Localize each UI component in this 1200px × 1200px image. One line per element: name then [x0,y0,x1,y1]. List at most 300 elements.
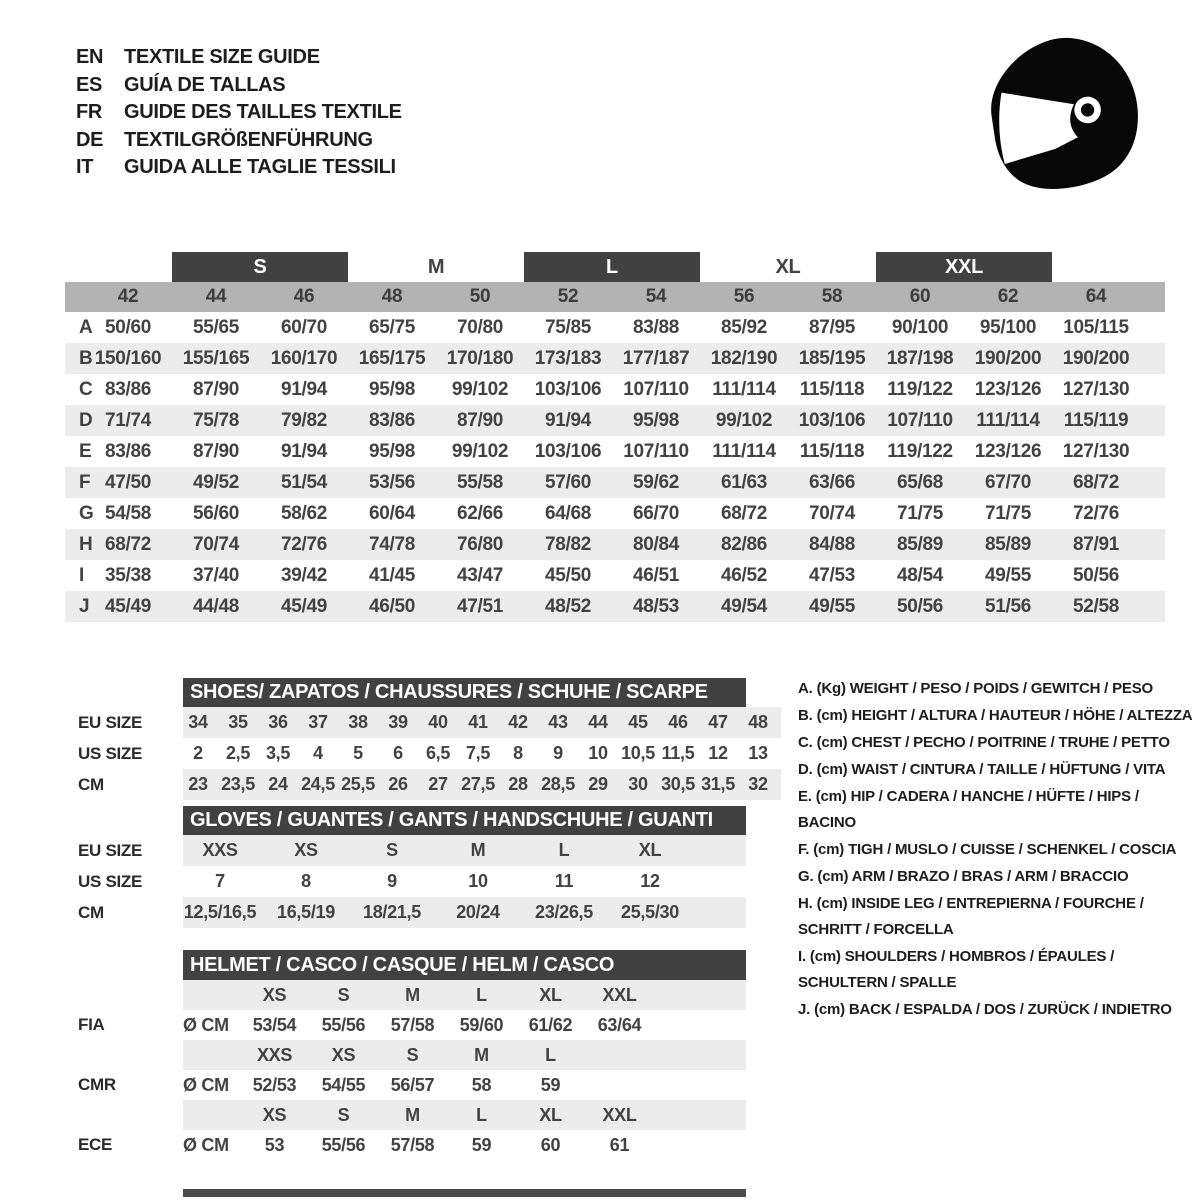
measurement-cell: 47/51 [456,595,504,617]
size-column-header: 60 [909,286,931,307]
language-title: TEXTILGRÖßENFÜHRUNG [124,128,373,151]
helmet-size-row [65,1100,1165,1130]
helmet-section-title: HELMET / CASCO / CASQUE / HELM / CASCO [190,953,615,976]
values-row [177,835,693,866]
helmet-size-value: 55/56 [321,1014,366,1035]
measurement-cell: 85/92 [720,316,768,338]
size-group-XXL: XXL [876,252,1052,282]
legend-item: F. (cm) TIGH / MUSLO / CUISSE / SCHENKEL / COSCIA [798,841,1177,858]
size-value: 20/24 [456,902,500,922]
measurement-cell: 91/94 [280,378,328,400]
helmet-size-label: XXL [602,984,637,1005]
size-value: 7,5 [465,743,491,763]
size-column-header: 64 [1085,286,1107,307]
measurement-cell: 65/75 [368,316,416,338]
size-value: 9 [553,743,563,763]
size-column-header: 50 [469,286,491,307]
row-label: EU SIZE [78,840,143,860]
legend-item: J. (cm) BACK / ESPALDA / DOS / ZURÜCK / INDIETRO [798,1001,1172,1018]
size-value: 2,5 [225,743,251,763]
measurement-cell: 71/74 [104,409,152,431]
measurement-cell: 45/49 [104,595,152,617]
helmet-size-label: M [474,1044,489,1065]
measurement-cell: 49/55 [808,595,856,617]
size-value: 43 [548,712,568,732]
measurement-row-label: E [79,440,92,462]
size-value: S [386,840,398,860]
row-label: CM [78,902,104,922]
measurement-cell: 47/50 [104,471,152,493]
measurement-cell: 111/114 [712,378,776,400]
size-value: 48 [748,712,768,732]
helmet-size-label: XS [262,1104,287,1125]
size-value: 12 [708,743,728,763]
measurement-cell: 127/130 [1062,378,1130,400]
measurement-cell: 173/183 [534,347,602,369]
measurement-cell: 187/198 [886,347,954,369]
measurement-cell: 68/72 [720,502,768,524]
values-row [183,1040,654,1070]
language-list [76,44,402,182]
helmet-size-label: XXS [256,1044,293,1065]
size-value: 8 [301,871,311,891]
shoes-section-title: SHOES/ ZAPATOS / CHAUSSURES / SCHUHE / SCARPE [190,681,708,703]
measurement-cell: 115/118 [799,378,865,400]
row-label: US SIZE [78,743,143,763]
measurement-cell: 55/58 [456,471,504,493]
helmet-size-row [65,1040,1165,1070]
helmet-size-value: 57/58 [390,1014,435,1035]
helmet-size-value: 59 [540,1074,561,1095]
size-value: 28 [508,774,528,794]
measurement-cell: 45/50 [544,564,592,586]
measurement-cell: 103/106 [534,378,602,400]
size-value: 41 [468,712,488,732]
helmet-size-value: 60 [540,1134,561,1155]
size-value: 46 [668,712,688,732]
measurement-cell: 43/47 [456,564,504,586]
measurement-cell: 190/200 [1062,347,1130,369]
helmet-size-label: XL [539,984,562,1005]
measurement-row [65,343,1165,374]
cropped-next-section-bar [183,1189,746,1197]
measurement-cell: 75/85 [544,316,592,338]
helmet-size-value: 57/58 [390,1134,435,1155]
size-value: XS [294,840,318,860]
measurement-row [65,529,1165,560]
measurement-cell: 49/55 [984,564,1032,586]
measurement-row-label: H [79,533,93,555]
values-row [177,866,693,897]
size-value: 11 [554,871,574,891]
values-row [183,1010,654,1040]
size-value: 30,5 [661,774,695,794]
measurement-cell: 47/53 [808,564,856,586]
measurement-cell: 155/165 [182,347,250,369]
helmet-size-label: L [476,984,487,1005]
measurement-cell: 79/82 [280,409,328,431]
measurement-cell: 111/114 [976,409,1040,431]
language-item [76,99,402,127]
measurement-cell: 72/76 [280,533,328,555]
unit-label: Ø CM [183,1074,229,1095]
gloves-section-title-bar [183,806,746,835]
language-item [76,72,402,100]
helmet-size-value: 52/53 [252,1074,297,1095]
helmet-section-title-bar [183,950,746,980]
measurement-cell: 107/110 [623,378,689,400]
helmet-size-label: L [476,1104,487,1125]
row-label: US SIZE [78,871,143,891]
helmet-value-row [65,1070,1165,1100]
measurement-cell: 87/95 [808,316,856,338]
size-value: 8 [513,743,523,763]
size-value: XXS [202,840,238,860]
measurement-cell: 71/75 [984,502,1032,524]
values-row [178,707,778,738]
measurement-cell: 53/56 [368,471,416,493]
measurement-cell: 95/98 [368,378,416,400]
size-value: 2 [193,743,203,763]
size-value: 16,5/19 [277,902,335,922]
helmet-size-label: M [405,1104,420,1125]
measurement-cell: 80/84 [632,533,680,555]
helmet-size-label: S [406,1044,419,1065]
size-value: 37 [308,712,328,732]
size-column-header: 54 [645,286,667,307]
size-column-header: 56 [733,286,755,307]
size-value: 36 [268,712,288,732]
measurement-cell: 61/63 [720,471,768,493]
measurement-cell: 49/52 [192,471,240,493]
measurement-cell: 45/49 [280,595,328,617]
size-column-header: 48 [381,286,403,307]
measurement-cell: 150/160 [94,347,162,369]
gloves-section-title: GLOVES / GUANTES / GANTS / HANDSCHUHE / GUANTI [190,809,713,831]
size-value: M [470,840,486,860]
measurement-cell: 64/68 [544,502,592,524]
values-row [177,897,693,928]
values-row [183,1130,654,1160]
measurement-cell: 103/106 [798,409,866,431]
measurement-row [65,436,1165,467]
measurement-cell: 165/175 [358,347,426,369]
measurement-cell: 70/74 [808,502,856,524]
size-value: 31,5 [701,774,735,794]
values-row [183,1070,654,1100]
measurement-cell: 99/102 [451,440,509,462]
language-item [76,44,402,72]
measurement-cell: 83/86 [104,378,152,400]
size-group-S: S [172,252,348,282]
measurement-cell: 127/130 [1062,440,1130,462]
measurement-cell: 57/60 [544,471,592,493]
measurement-cell: 50/56 [1072,564,1120,586]
measurement-cell: 87/90 [192,440,240,462]
helmet-size-value: 58 [471,1074,492,1095]
legend-item: H. (cm) INSIDE LEG / ENTREPIERNA / FOURCHE / SCHRITT / FORCELLA [798,895,1144,938]
helmet-size-value: 54/55 [321,1074,366,1095]
language-title: GUÍA DE TALLAS [124,73,286,96]
size-value: 18/21,5 [363,902,421,922]
size-value: 45 [628,712,648,732]
helmet-size-label: M [405,984,420,1005]
legend-item: C. (cm) CHEST / PECHO / POITRINE / TRUHE / PETTO [798,734,1170,751]
measurement-cell: 182/190 [710,347,778,369]
measurement-cell: 46/52 [720,564,768,586]
size-value: 27 [428,774,448,794]
legend-item: E. (cm) HIP / CADERA / HANCHE / HÜFTE / HIPS / BACINO [798,788,1139,831]
measurement-cell: 185/195 [798,347,866,369]
measurement-cell: 85/89 [896,533,944,555]
size-value: 6,5 [425,743,451,763]
size-value: 27,5 [461,774,495,794]
measurement-legend [798,676,1200,1024]
size-value: 23 [188,774,208,794]
racing-helmet-icon [980,30,1146,200]
measurement-row-label: F [79,471,91,493]
size-value: 39 [388,712,408,732]
measurement-cell: 105/115 [1063,316,1129,338]
helmet-size-value: 61 [609,1134,630,1155]
measurement-cell: 91/94 [544,409,592,431]
measurement-cell: 39/42 [280,564,328,586]
values-row [183,1100,654,1130]
legend-item: G. (cm) ARM / BRAZO / BRAS / ARM / BRACCIO [798,868,1129,885]
measurement-row-label: G [79,502,94,524]
measurement-cell: 44/48 [192,595,240,617]
size-value: 7 [215,871,225,891]
measurement-row [65,374,1165,405]
language-item [76,127,402,155]
values-row [178,738,778,769]
legend-item: I. (cm) SHOULDERS / HOMBROS / ÉPAULES / SCHULTERN / SPALLE [798,948,1115,991]
helmet-size-value: 53 [264,1134,285,1155]
measurement-cell: 54/58 [104,502,152,524]
measurement-cell: 67/70 [984,471,1032,493]
measurement-cell: 99/102 [451,378,509,400]
measurement-cell: 60/64 [368,502,416,524]
measurement-cell: 160/170 [270,347,338,369]
size-value: 34 [188,712,208,732]
helmet-size-value: 56/57 [390,1074,435,1095]
size-column-header: 44 [205,286,227,307]
language-item [76,154,402,182]
legend-item: A. (Kg) WEIGHT / PESO / POIDS / GEWITCH / PESO [798,680,1153,697]
size-column-header: 58 [821,286,843,307]
measurement-cell: 85/89 [984,533,1032,555]
measurement-cell: 68/72 [1072,471,1120,493]
size-value: 25,5 [341,774,375,794]
size-value: 10 [468,871,488,891]
helmet-value-row [65,1130,1165,1160]
size-value: 40 [428,712,448,732]
measurement-cell: 75/78 [192,409,240,431]
measurement-cell: 74/78 [368,533,416,555]
measurement-cell: 115/119 [1063,409,1129,431]
measurement-cell: 87/91 [1072,533,1120,555]
measurement-cell: 60/70 [280,316,328,338]
size-group-header-row [65,252,1165,282]
size-value: XL [638,840,662,860]
measurement-cell: 35/38 [104,564,152,586]
measurement-cell: 95/98 [632,409,680,431]
measurement-cell: 107/110 [623,440,689,462]
shoes-section-title-bar [183,678,746,707]
size-column-header: 52 [557,286,579,307]
size-value: 29 [588,774,608,794]
helmet-size-label: S [337,1104,350,1125]
size-value: 25,5/30 [621,902,679,922]
measurement-cell: 52/58 [1072,595,1120,617]
size-value: 10 [588,743,608,763]
row-label: EU SIZE [78,712,143,732]
measurement-cell: 190/200 [974,347,1042,369]
measurement-cell: 82/86 [720,533,768,555]
size-value: 28,5 [541,774,575,794]
measurement-row [65,405,1165,436]
measurement-row-label: B [79,347,93,369]
measurement-cell: 59/62 [632,471,680,493]
size-value: 10,5 [621,743,655,763]
helmet-size-value: 61/62 [528,1014,573,1035]
measurement-cell: 58/62 [280,502,328,524]
size-value: 23,5 [221,774,255,794]
measurement-cell: 91/94 [280,440,328,462]
measurement-cell: 123/126 [974,378,1042,400]
measurement-cell: 83/86 [368,409,416,431]
measurement-cell: 103/106 [534,440,602,462]
measurement-cell: 37/40 [192,564,240,586]
language-code: IT [76,156,94,179]
size-value: 23/26,5 [535,902,593,922]
helmet-size-label: L [545,1044,556,1065]
measurement-cell: 62/66 [456,502,504,524]
measurement-row [65,467,1165,498]
size-group-L: L [524,252,700,282]
measurement-cell: 46/50 [368,595,416,617]
size-value: 38 [348,712,368,732]
measurement-row-label: D [79,409,93,431]
measurement-row-label: J [79,595,90,617]
size-value: 3,5 [265,743,291,763]
size-group-XL: XL [775,255,801,278]
measurement-cell: 63/66 [808,471,856,493]
measurement-cell: 123/126 [974,440,1042,462]
size-value: 30 [628,774,648,794]
measurement-cell: 115/118 [799,440,865,462]
measurement-cell: 170/180 [446,347,514,369]
standard-label: ECE [78,1135,113,1154]
measurement-cell: 41/45 [368,564,416,586]
size-value: 6 [393,743,403,763]
helmet-size-value: 55/56 [321,1134,366,1155]
size-value: 26 [388,774,408,794]
measurement-cell: 90/100 [891,316,949,338]
size-value: 11,5 [661,743,695,763]
size-value: 4 [313,743,323,763]
language-title: TEXTILE SIZE GUIDE [124,46,320,69]
size-value: 32 [748,774,768,794]
measurement-cell: 68/72 [104,533,152,555]
measurement-cell: 66/70 [632,502,680,524]
measurement-row-label: A [79,316,93,338]
measurement-cell: 76/80 [456,533,504,555]
size-value: 12,5/16,5 [183,902,257,922]
measurement-row [65,560,1165,591]
size-column-header: 42 [117,286,139,307]
helmet-size-label: XS [262,984,287,1005]
measurement-cell: 49/54 [720,595,768,617]
measurement-cell: 84/88 [808,533,856,555]
measurement-cell: 50/60 [104,316,152,338]
helmet-size-value: 63/64 [597,1014,642,1035]
legend-item: D. (cm) WAIST / CINTURA / TAILLE / HÜFTUNG / VITA [798,761,1166,778]
size-group-M: M [427,255,445,278]
helmet-size-label: XL [539,1104,562,1125]
measurement-cell: 95/100 [979,316,1037,338]
measurement-row-label: C [79,378,93,400]
size-value: 9 [387,871,397,891]
measurement-cell: 119/122 [887,440,953,462]
measurement-cell: 50/56 [896,595,944,617]
measurement-cell: 56/60 [192,502,240,524]
measurement-cell: 51/54 [280,471,328,493]
size-value: 5 [353,743,363,763]
measurement-cell: 83/88 [632,316,680,338]
measurement-cell: 48/52 [544,595,592,617]
helmet-size-label: S [337,984,350,1005]
helmet-size-value: 59 [471,1134,492,1155]
measurement-cell: 46/51 [632,564,680,586]
language-title: GUIDE DES TAILLES TEXTILE [124,101,402,124]
measurement-cell: 72/76 [1072,502,1120,524]
measurement-cell: 111/114 [712,440,776,462]
helmet-size-label: XXL [602,1104,637,1125]
unit-label: Ø CM [183,1014,229,1035]
size-value: 42 [508,712,528,732]
measurement-cell: 99/102 [715,409,773,431]
measurement-cell: 65/68 [896,471,944,493]
language-title: GUIDA ALLE TAGLIE TESSILI [124,156,396,179]
measurement-cell: 48/54 [896,564,944,586]
measurement-cell: 78/82 [544,533,592,555]
measurement-cell: 55/65 [192,316,240,338]
measurement-cell: 71/75 [896,502,944,524]
size-value: 47 [708,712,728,732]
size-value: 13 [748,743,768,763]
measurement-cell: 51/56 [984,595,1032,617]
row-label: CM [78,774,104,794]
helmet-size-label: XS [331,1044,356,1065]
measurement-cell: 48/53 [632,595,680,617]
values-row [178,769,778,800]
helmet-size-value: 53/54 [252,1014,297,1035]
size-value: 24,5 [301,774,335,794]
measurement-row [65,312,1165,343]
measurement-cell: 83/86 [104,440,152,462]
language-code: FR [76,101,103,124]
measurement-cell: 119/122 [887,378,953,400]
measurement-row-label: I [79,564,84,586]
size-value: L [558,840,570,860]
size-value: 24 [268,774,288,794]
numeric-size-header-row [65,282,1165,312]
unit-label: Ø CM [183,1134,229,1155]
legend-item: B. (cm) HEIGHT / ALTURA / HAUTEUR / HÖHE / ALTEZZA [798,707,1193,724]
measurement-cell: 87/90 [192,378,240,400]
measurement-cell: 70/80 [456,316,504,338]
